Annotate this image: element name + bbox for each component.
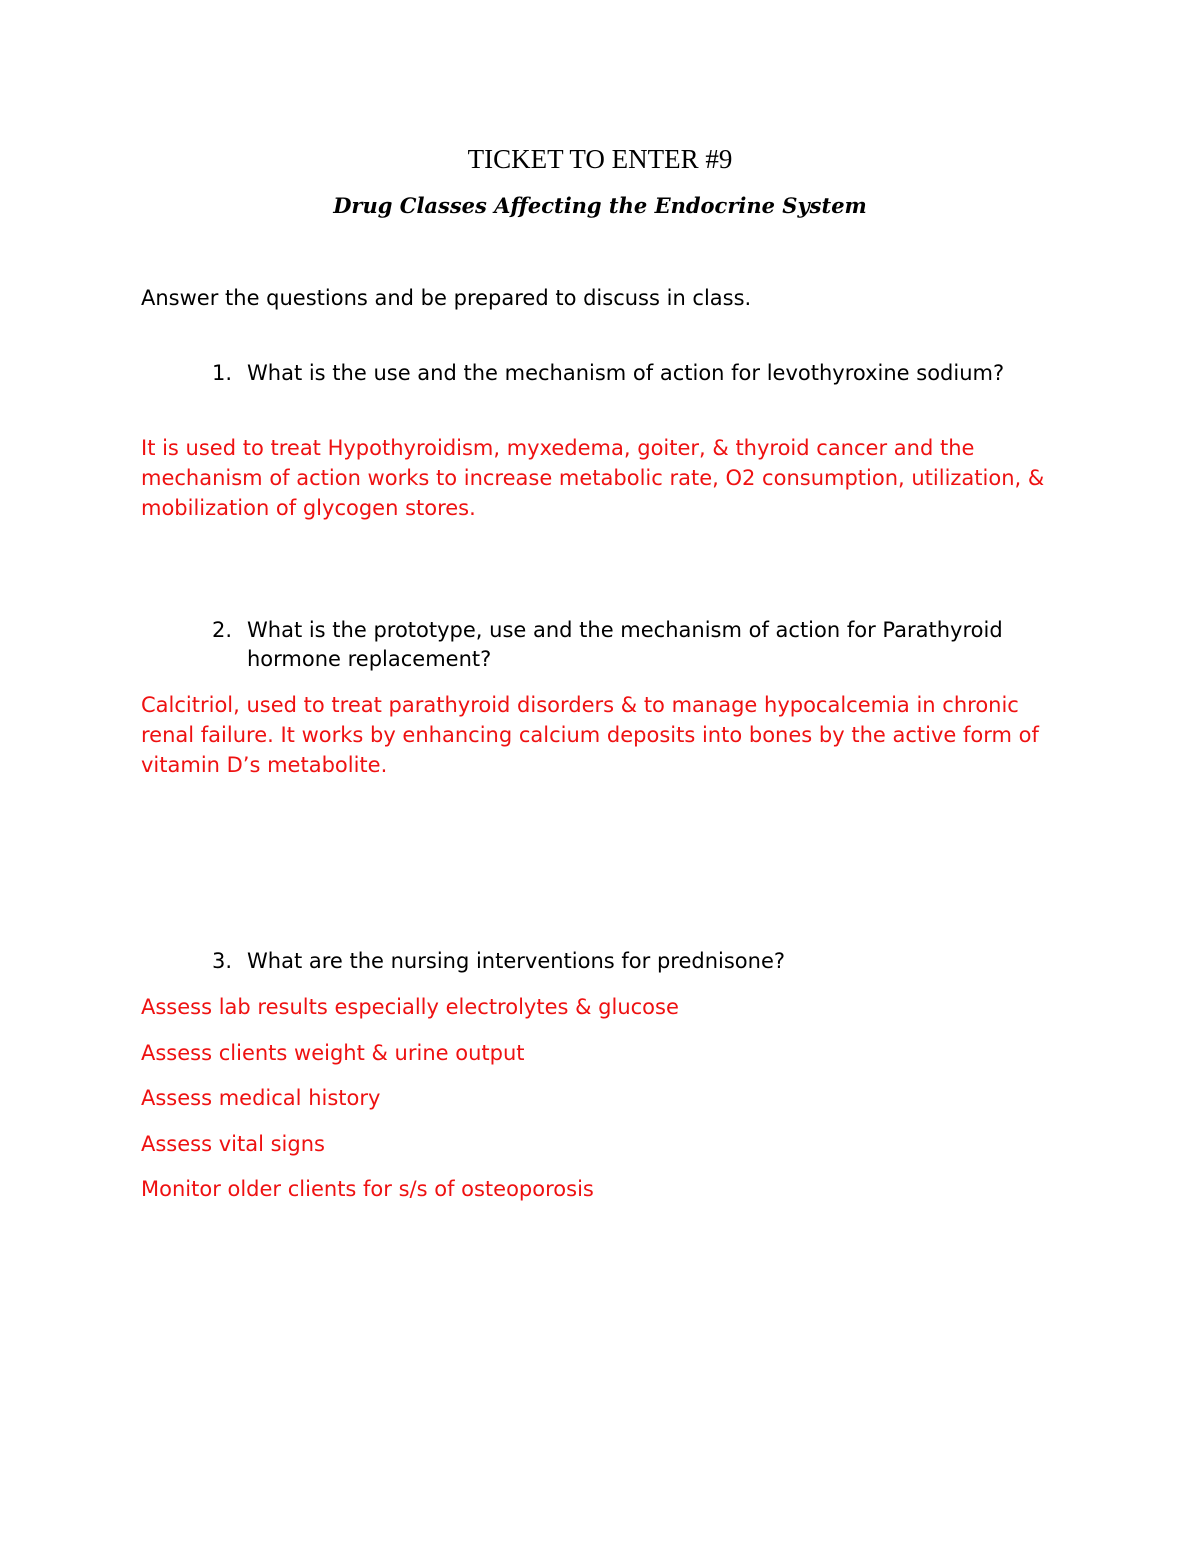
list-item: Assess lab results especially electrolytes & glucose: [141, 995, 679, 1019]
page-title: TICKET TO ENTER #9: [467, 144, 733, 174]
question-text: What is the prototype, use and the mechanism of action for Parathyroid hormone replacement?: [247, 618, 1003, 671]
question-1: [212, 359, 1032, 388]
page-subtitle: Drug Classes Affecting the Endocrine System: [333, 193, 867, 218]
answer-1: It is used to treat Hypothyroidism, myxedema, goiter, & thyroid cancer and the mechanism of action works to increase metabolic rate, O2 consumption, utilization, & mobilization of glycogen stores.: [141, 436, 1045, 520]
answer-3-list: [141, 992, 679, 1220]
answer-2: Calcitriol, used to treat parathyroid disorders & to manage hypocalcemia in chronic renal failure. It works by enhancing calcium deposits into bones by the active form of vitamin D’s metabolite.: [141, 693, 1039, 777]
question-number: 3.: [212, 949, 233, 973]
question-text: What are the nursing interventions for prednisone?: [247, 949, 786, 973]
question-text: What is the use and the mechanism of action for levothyroxine sodium?: [247, 361, 1005, 385]
question-3: [212, 947, 1032, 976]
question-number: 2.: [212, 618, 233, 642]
list-item: Monitor older clients for s/s of osteoporosis: [141, 1177, 594, 1202]
question-number: 1.: [212, 361, 233, 385]
list-item: Assess medical history: [141, 1086, 381, 1111]
question-2: [212, 616, 1032, 674]
list-item: Assess vital signs: [141, 1131, 325, 1156]
list-item: Assess clients weight & urine output: [141, 1040, 525, 1065]
instructions-text: Answer the questions and be prepared to discuss in class.: [141, 286, 752, 310]
